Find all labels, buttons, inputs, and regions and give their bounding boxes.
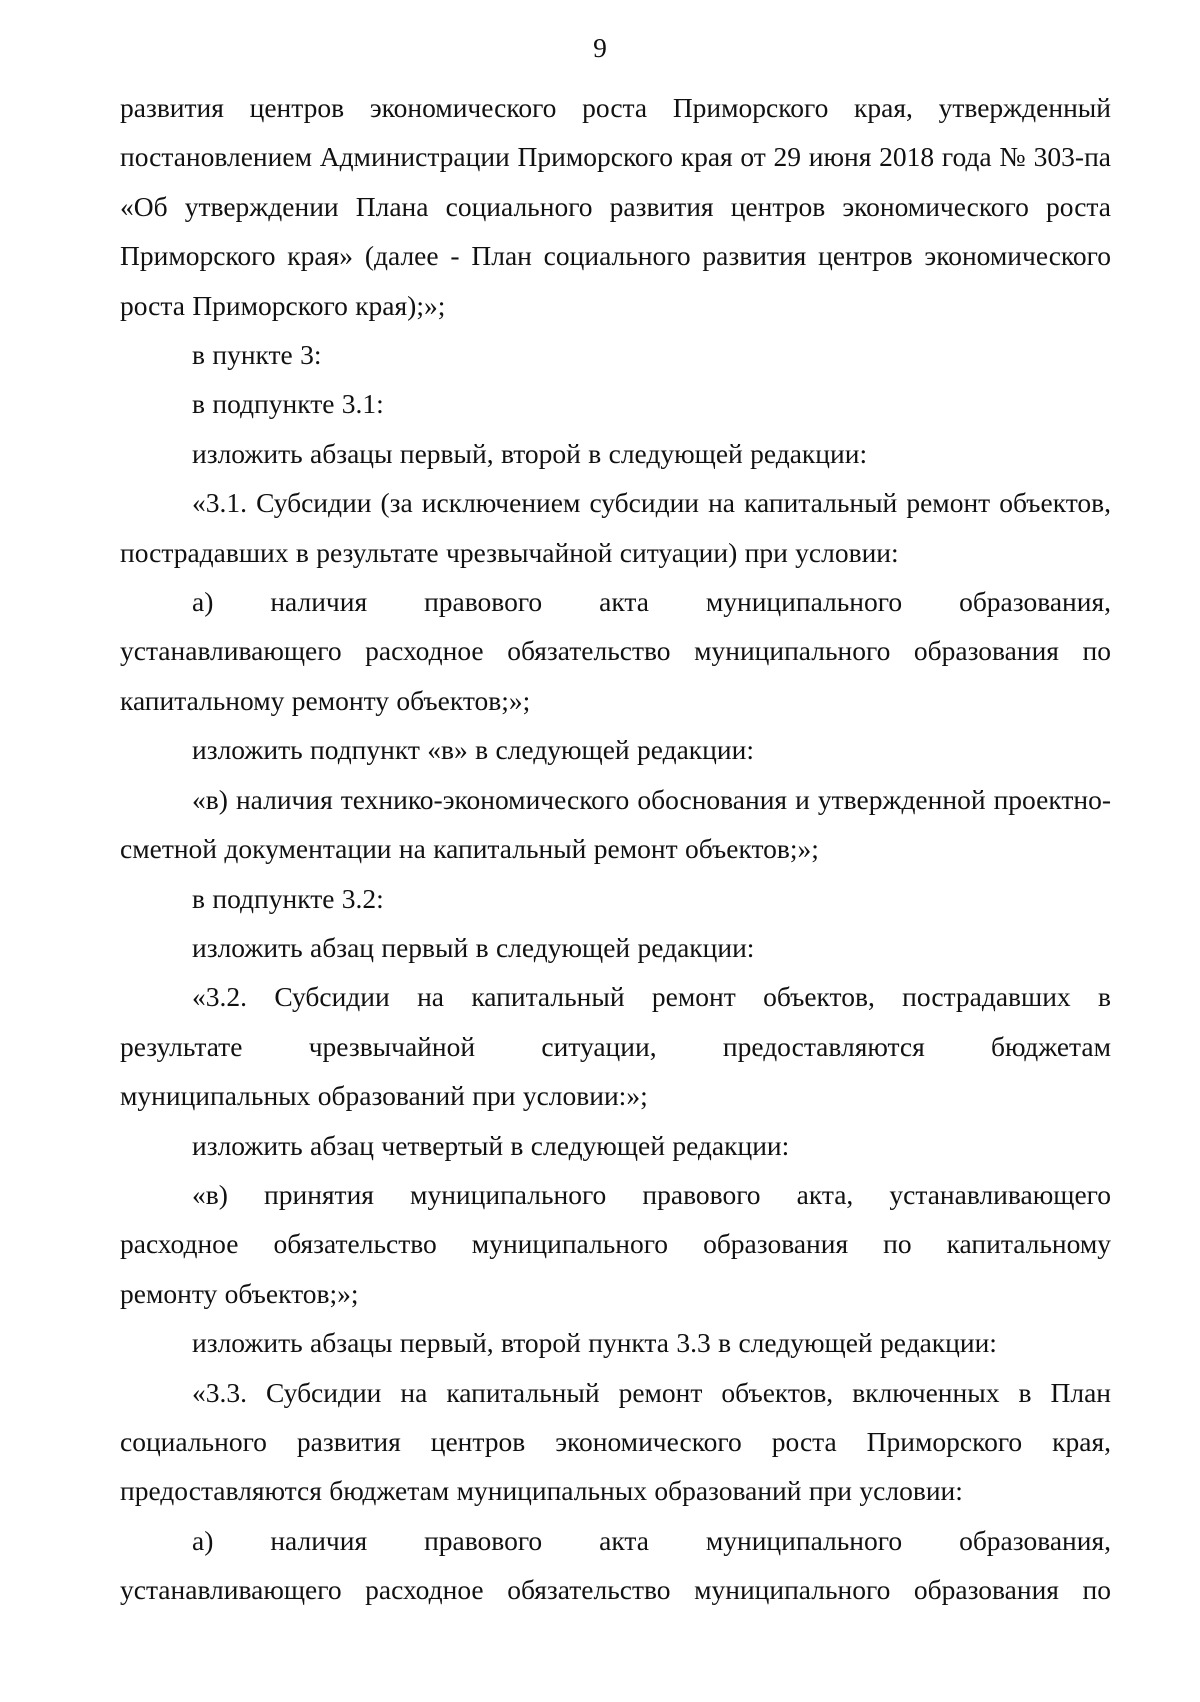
paragraph-3: в подпункте 3.1: — [192, 388, 384, 420]
page-number: 9 — [593, 32, 607, 63]
paragraph-17: расходное обязательство муниципального образования по капитальному — [120, 1228, 1111, 1260]
paragraph-16: «в) принятия муниципального правового акта, устанавливающего — [192, 1178, 1111, 1210]
paragraph-8: изложить подпункт «в» в следующей редакции: — [192, 734, 754, 766]
paragraph-19: изложить абзацы первый, второй пункта 3.3 в следующей редакции: — [192, 1327, 997, 1359]
paragraph-21: а) наличия правового акта муниципального образования, — [192, 1524, 1111, 1556]
paragraph-12: «3.2. Субсидии на капитальный ремонт объектов, пострадавших в — [192, 981, 1111, 1013]
paragraph-6: а) наличия правового акта муниципального образования, — [192, 586, 1111, 618]
paragraph-22: устанавливающего расходное обязательство муниципального образования по — [120, 1574, 1111, 1606]
paragraph-14: муниципальных образований при условии:»; — [120, 1080, 648, 1112]
paragraph-13: результате чрезвычайной ситуации, предоставляются бюджетам — [120, 1030, 1111, 1062]
paragraph-10: в подпункте 3.2: — [192, 882, 384, 914]
paragraph-5: «3.1. Субсидии (за исключением субсидии на капитальный ремонт объектов, пострадавших в результате чрезвычайной ситуации) при условии: — [120, 487, 1111, 568]
paragraph-1: развития центров экономического роста Приморского края, утвержденный постановлением Администрации Приморского края от 29 июня 2018 года № 303-па «Об утверждении Плана социального развития центров экономического роста Приморского края» (далее - План социального развития центров экономического роста Приморского края);»; — [120, 92, 1111, 321]
paragraph-11: изложить абзац первый в следующей редакции: — [192, 931, 755, 963]
paragraph-20: «3.3. Субсидии на капитальный ремонт объектов, включенных в План социального развития центров экономического роста Приморского края, предоставляются бюджетам муниципальных образований при условии: — [120, 1376, 1111, 1507]
paragraph-15: изложить абзац четвертый в следующей редакции: — [192, 1129, 790, 1161]
paragraph-4: изложить абзацы первый, второй в следующей редакции: — [192, 437, 868, 469]
paragraph-9: «в) наличия технико-экономического обоснования и утвержденной проектно-сметной документации на капитальный ремонт объектов;»; — [120, 783, 1111, 865]
paragraph-18: ремонту объектов;»; — [120, 1277, 359, 1309]
document-body — [120, 83, 1111, 1615]
paragraph-7: устанавливающего расходное обязательство муниципального образования по капитальному ремонту объектов;»; — [120, 635, 1111, 716]
paragraph-2: в пункте 3: — [192, 339, 322, 371]
